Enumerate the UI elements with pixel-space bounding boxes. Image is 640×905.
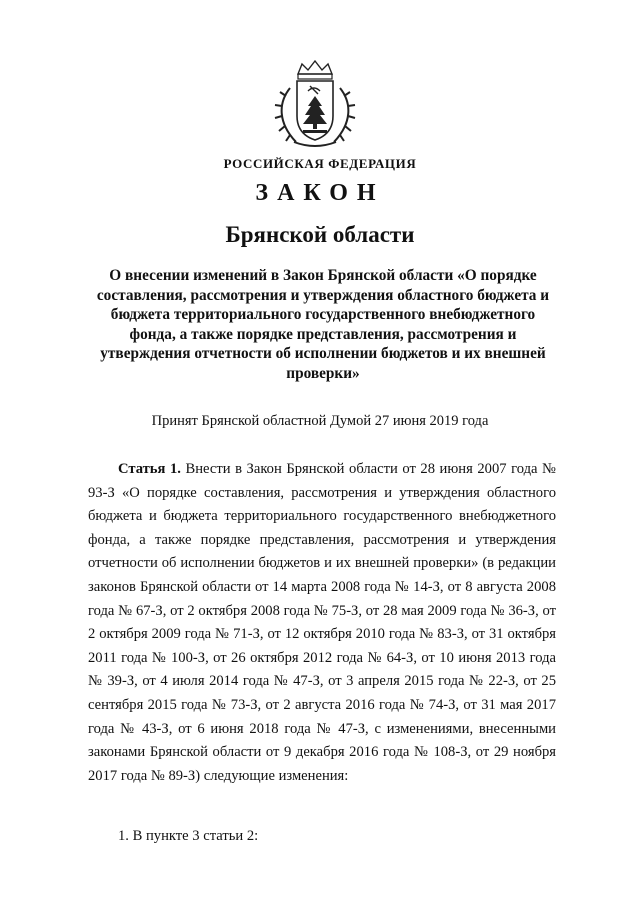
document-type-heading: ЗАКОН [255, 180, 385, 206]
list-item-1: 1. В пункте 3 статьи 2: [118, 828, 259, 844]
bryansk-coat-of-arms-icon [270, 58, 360, 150]
adoption-line: Принят Брянской областной Думой 27 июня 2019 года [151, 413, 489, 429]
country-heading: РОССИЙСКАЯ ФЕДЕРАЦИЯ [223, 156, 417, 171]
region-heading: Брянской области [225, 222, 415, 247]
article-1-text: Внести в Закон Брянской области от 28 июня 2007 года № 93-З «О порядке составления, рассмотрения и утверждения областного бюджета и бюджета территориального государственного внебюджетного фонда, а также порядке представления, рассмотрения и утверждения отчетности об исполнении бюджетов и их внешней проверки» (в редакции законов Брянской области от 14 марта 2008 года № 14-З, от 8 августа 2008 года № 67-З, от 2 октября 2008 года № 75-З, от 28 мая 2009 года № 36-З, от 2 октября 2009 года № 71-З, от 12 октября 2010 года № 83-З, от 31 октября 2011 года № 100-З, от 26 октября 2012 года № 64-З, от 10 июня 2013 года № 39-З, от 4 июля 2014 года № 47-З, от 3 апреля 2015 года № 22-З, от 25 сентября 2015 года № 73-З, от 2 августа 2016 года № 74-З, от 31 мая 2017 года № 43-З, от 6 июня 2018 года № 47-З, с изменениями, внесенными законами Брянской области от 9 декабря 2016 года № 108-З, от 29 ноября 2017 года № 89-З) следующие изменения: [88, 461, 556, 784]
law-subject-title: О внесении изменений в Закон Брянской области «О порядке составления, рассмотрения и утверждения областного бюджета и бюджета территориального государственного внебюджетного фонда, а также порядке представления, рассмотрения и утверждения отчетности об исполнении бюджетов и их внешней проверки» [96, 267, 550, 382]
article-1-label: Статья 1. [118, 461, 181, 477]
article-1-paragraph [88, 458, 556, 788]
